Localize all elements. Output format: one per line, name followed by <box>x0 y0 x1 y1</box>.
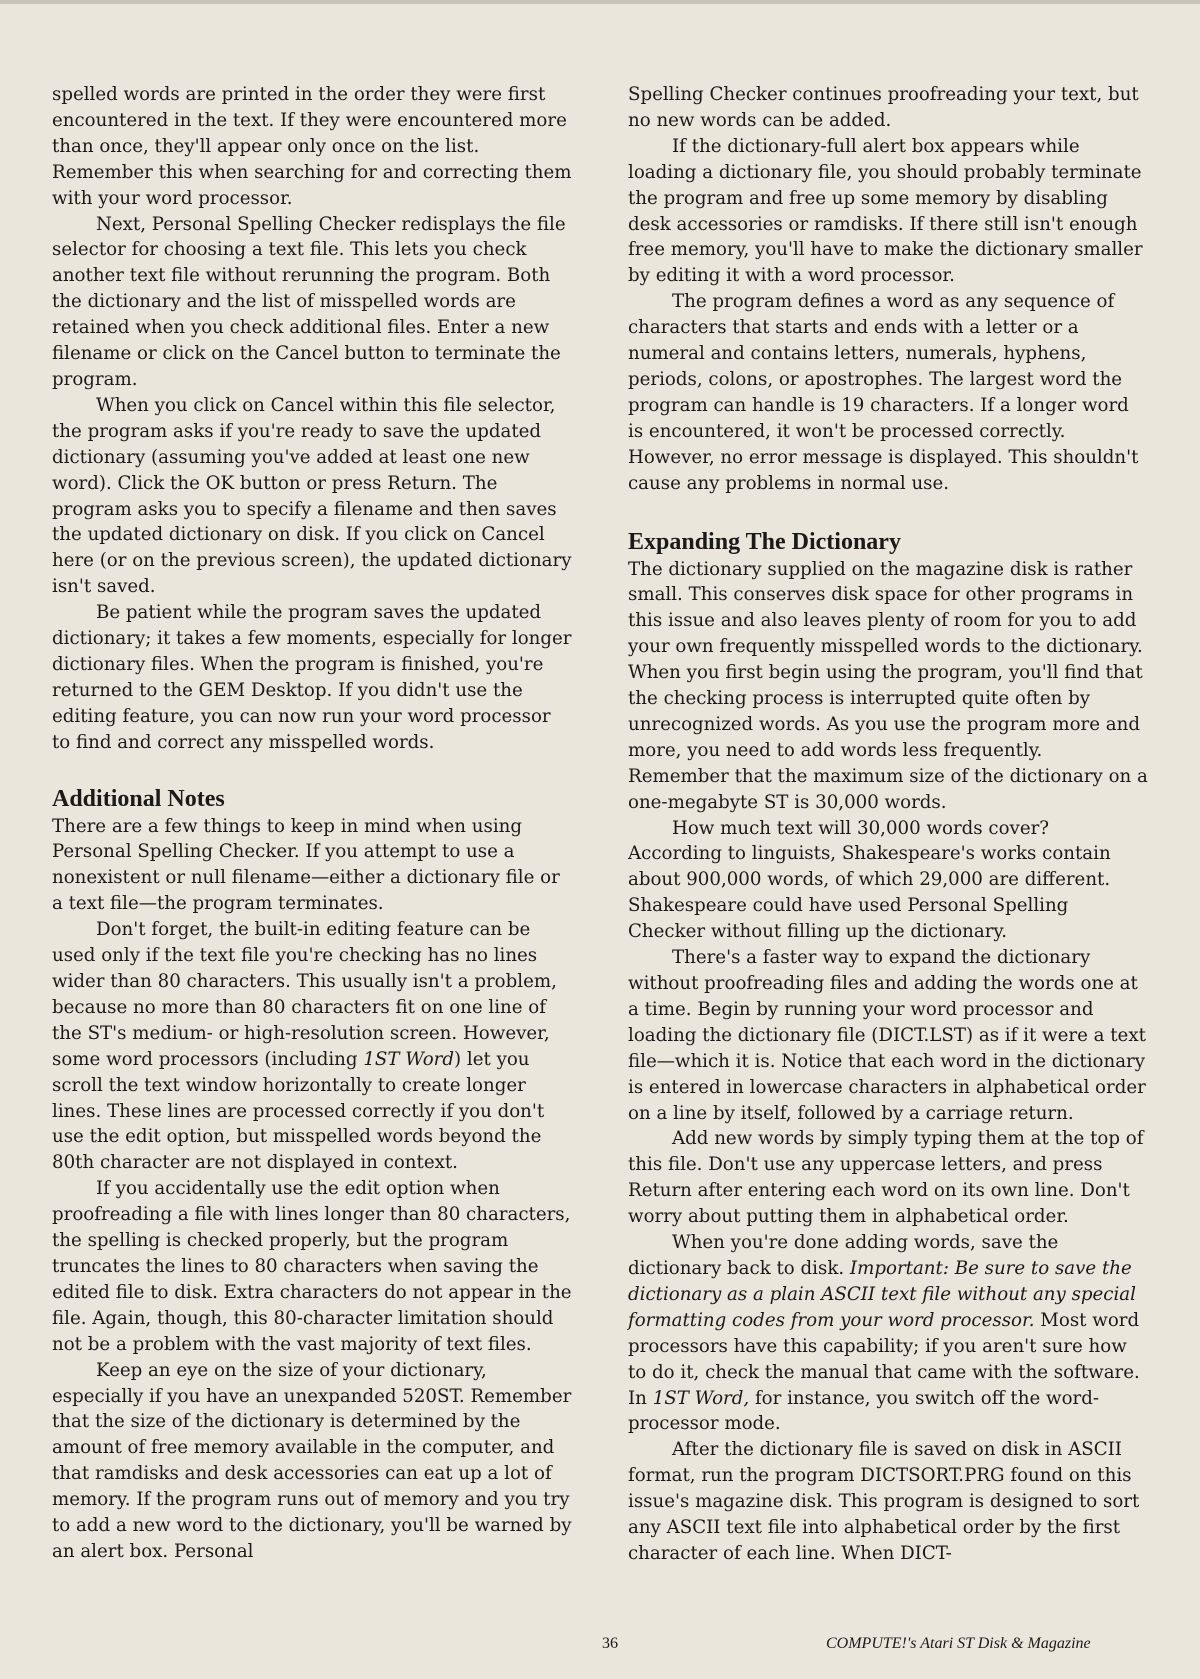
italic-title: 1ST Word <box>363 1048 455 1070</box>
italic-note: Important: Be sure to save the dictionary as a plain ASCII text file without any special formatting codes from your word processor. <box>628 1257 1136 1331</box>
paragraph: Next, Personal Spelling Checker redisplays the file selector for choosing a text file. This lets you check another text file without rerunning the program. Both the dictionary and the list of misspelled words are retained when you check additional files. Enter a new filename or click on the Cancel button to terminate the program. <box>52 213 566 390</box>
text-run: ) let you scroll the text window horizontally to create longer lines. These lines are processed correctly if you don't use the edit option, but misspelled words beyond the 80th character are not displayed in context. <box>52 1048 545 1174</box>
paragraph: There are a few things to keep in mind when using Personal Spelling Checker. If you attempt to use a nonexistent or null filename—either a dictionary file or a text file—the program terminates. <box>52 815 560 915</box>
left-column <box>52 82 572 1565</box>
italic-title: 1ST Word, <box>652 1387 750 1409</box>
paragraph: spelled words are printed in the order they were first encountered in the text. If they were encountered more than once, they'll appear only once on the list. Remember this when searching for and correcting them with your word processor. <box>52 84 572 209</box>
paragraph: Keep an eye on the size of your dictionary, especially if you have an unexpanded 520ST. Remember that the size of the dictionary is determined by the amount of free memory available in the computer, and that ramdisks and desk accessories can eat up a lot of memory. If the program runs out of memory and you try to add a new word to the dictionary, you'll be warned by an alert box. Personal <box>52 1359 572 1562</box>
section-heading-additional-notes: Additional Notes <box>52 785 225 812</box>
magazine-title: COMPUTE!'s Atari ST Disk & Magazine <box>826 1635 1091 1652</box>
paragraph <box>628 1230 1148 1437</box>
paragraph: The dictionary supplied on the magazine disk is rather small. This conserves disk space for other programs in this issue and also leaves plenty of room for you to add your own frequently misspelled words to the dictionary. When you first begin using the program, you'll find that the checking process is interrupted quite often by unrecognized words. As you use the program more and more, you need to add words less frequently. Remember that the maximum size of the dictionary on a one-megabyte ST is 30,000 words. <box>628 558 1148 813</box>
paragraph: When you click on Cancel within this file selector, the program asks if you're ready to save the updated dictionary (assuming you've added at least one new word). Click the OK button or press Return. The program asks you to specify a filename and then saves the updated dictionary on disk. If you click on Cancel here (or on the previous screen), the updated dictionary isn't saved. <box>52 394 572 598</box>
paragraph: How much text will 30,000 words cover? According to linguists, Shakespeare's works contain about 900,000 words, of which 29,000 are different. Shakespeare could have used Personal Spelling Checker without filling up the dictionary. <box>628 817 1111 943</box>
paragraph: The program defines a word as any sequence of characters that starts and ends with a letter or a numeral and contains letters, numerals, hyphens, periods, colons, or apostrophes. The largest word the program can handle is 19 characters. If a longer word is encountered, it won't be processed correctly. However, no error message is displayed. This shouldn't cause any problems in normal use. <box>628 291 1139 494</box>
page-number: 36 <box>602 1635 618 1652</box>
top-border <box>0 0 1200 4</box>
paragraph: If you accidentally use the edit option when proofreading a file with lines longer than 80 characters, the spelling is checked properly, but the program truncates the lines to 80 characters when saving the edited file to disk. Extra characters do not appear in the file. Again, though, this 80-character limitation should not be a problem with the vast majority of text files. <box>52 1178 572 1355</box>
text-run: Don't forget, the built-in editing feature can be used only if the text file you're checking has no lines wider than 80 characters. This usually isn't a problem, because no more than 80 characters fit on one line of the ST's medium- or high-resolution screen. However, some word processors (including <box>52 919 557 1070</box>
text-run: When you're done adding words, save the dictionary back to disk. <box>628 1232 1059 1279</box>
text-run: for instance, you switch off the word-processor mode. <box>628 1387 1099 1435</box>
paragraph: After the dictionary file is saved on disk in ASCII format, run the program DICTSORT.PRG found on this issue's magazine disk. This program is designed to sort any ASCII text file into alphabetical order by the first character of each line. When DICT- <box>628 1439 1140 1564</box>
paragraph: Spelling Checker continues proofreading your text, but no new words can be added. <box>628 84 1139 131</box>
right-column <box>628 82 1148 1567</box>
paragraph: Add new words by simply typing them at the top of this file. Don't use any uppercase letters, and press Return after entering each word on its own line. Don't worry about putting them in alphabetical order. <box>628 1128 1144 1228</box>
paragraph: There's a faster way to expand the dictionary without proofreading files and adding the words one at a time. Begin by running your word processor and loading the dictionary file (DICT.LST) as if it were a text file—which it is. Notice that each word in the dictionary is entered in lowercase characters in alphabetical order on a line by itself, followed by a carriage return. <box>628 947 1146 1124</box>
paragraph <box>52 917 572 1176</box>
paragraph: If the dictionary-full alert box appears while loading a dictionary file, you should probably terminate the program and free up some memory by disabling desk accessories or ramdisks. If there still isn't enough free memory, you'll have to make the dictionary smaller by editing it with a word processor. <box>628 135 1143 287</box>
paragraph: Be patient while the program saves the updated dictionary; it takes a few moments, especially for longer dictionary files. When the program is finished, you're returned to the GEM Desktop. If you didn't use the editing feature, you can now run your word processor to find and correct any misspelled words. <box>52 602 572 753</box>
text-run: Most word processors have this capability; if you aren't sure how to do it, check the manual that came with the software. In <box>628 1309 1140 1409</box>
section-heading-expanding-dictionary: Expanding The Dictionary <box>628 528 901 555</box>
